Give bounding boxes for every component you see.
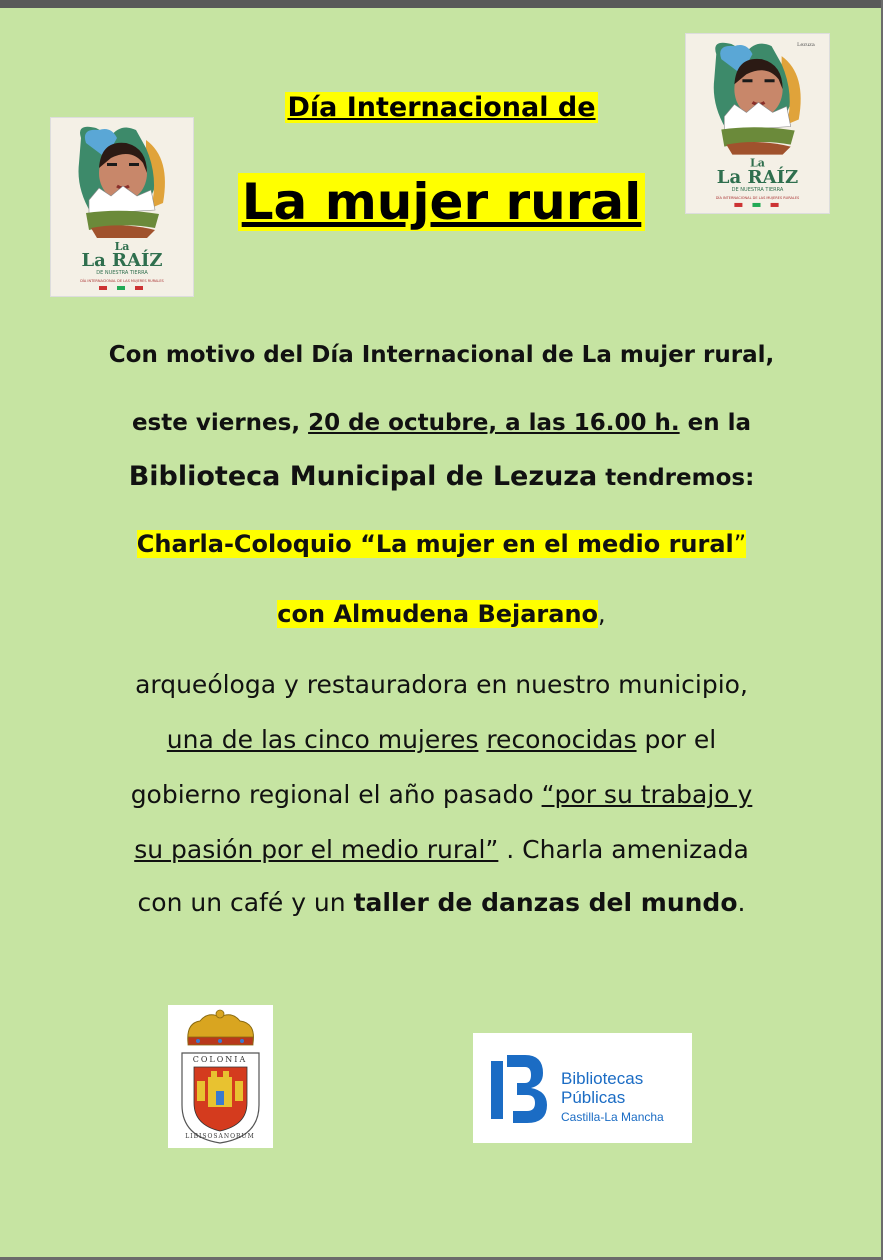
talk-title-line — [0, 530, 883, 558]
municipal-crest-logo — [168, 1005, 273, 1148]
date-line — [0, 410, 883, 436]
poster-corner-mark: Lezuza — [797, 42, 815, 49]
date-prefix: este viernes, — [131, 410, 309, 436]
description-line-5 — [0, 888, 883, 917]
title-line-2 — [0, 162, 883, 242]
venue-name: Biblioteca Municipal de Lezuza — [128, 461, 598, 492]
bibliotecas-publicas-logo — [473, 1033, 692, 1143]
main-title: La mujer rural — [238, 173, 646, 231]
venue-suffix: tendremos: — [597, 465, 755, 491]
poster-caption-text-right: DÍA INTERNACIONAL DE LAS MUJERES RURALES — [715, 195, 800, 200]
library-name-line-3: Castilla-La Mancha — [561, 1110, 664, 1124]
description-line-3 — [0, 780, 883, 809]
poster-brand-text-right: La RAÍZ — [716, 166, 799, 188]
speaker-name: con Almudena Bejarano — [277, 600, 599, 628]
crest-ring-text: LIBISOSANORUM — [185, 1133, 255, 1140]
title-line-1-text: Día Internacional de — [287, 92, 596, 123]
description-text-3a: gobierno regional el año pasado — [130, 780, 542, 809]
poster-caption-text: DÍA INTERNACIONAL DE LAS MUJERES RURALES — [80, 279, 164, 283]
venue-line — [0, 461, 883, 492]
svg-text:La: La — [750, 156, 765, 170]
description-text-1: arqueóloga y restauradora en nuestro municipio, — [135, 670, 748, 699]
description-text-4b: . Charla amenizada — [498, 835, 749, 864]
description-text-2a: una de las cinco mujeres — [166, 725, 479, 754]
description-text-2d: por el — [636, 725, 717, 754]
description-line-2 — [0, 725, 883, 754]
speaker-comma: , — [598, 600, 606, 628]
workshop-name: taller de danzas del mundo — [353, 888, 738, 917]
date-suffix: en la — [679, 410, 752, 436]
library-name-line-2: Públicas — [561, 1088, 626, 1107]
event-date: 20 de octubre, a las 16.00 h. — [308, 410, 680, 436]
library-name-line-1: Bibliotecas — [561, 1069, 644, 1088]
description-text-5c: . — [737, 888, 746, 917]
title-line-1 — [0, 92, 883, 123]
description-text-4a: su pasión por el medio rural” — [134, 835, 499, 864]
crest-top-text: COLONIA — [192, 1055, 248, 1064]
speaker-line — [0, 600, 883, 628]
talk-title: Charla-Coloquio “La mujer en el medio rural — [136, 530, 734, 558]
talk-title-end: ” — [733, 530, 747, 558]
crest-icon — [168, 1005, 273, 1148]
description-text-2c: reconocidas — [486, 725, 637, 754]
description-text-5a: con un café y un — [137, 888, 354, 917]
description-line-1 — [0, 670, 883, 699]
intro-text: Con motivo del Día Internacional de La mujer rural, — [108, 342, 775, 368]
library-b-icon — [473, 1033, 692, 1143]
poster-subtitle-text: DE NUESTRA TIERRA — [96, 270, 148, 276]
poster-subtitle-text-right: DE NUESTRA TIERRA — [731, 186, 784, 193]
svg-text:La: La — [114, 240, 130, 253]
description-line-4 — [0, 835, 883, 864]
intro-line — [0, 342, 883, 368]
description-text-3b: “por su trabajo y — [541, 780, 753, 809]
top-border — [0, 0, 883, 8]
poster-brand-text: La RAÍZ — [81, 250, 163, 271]
